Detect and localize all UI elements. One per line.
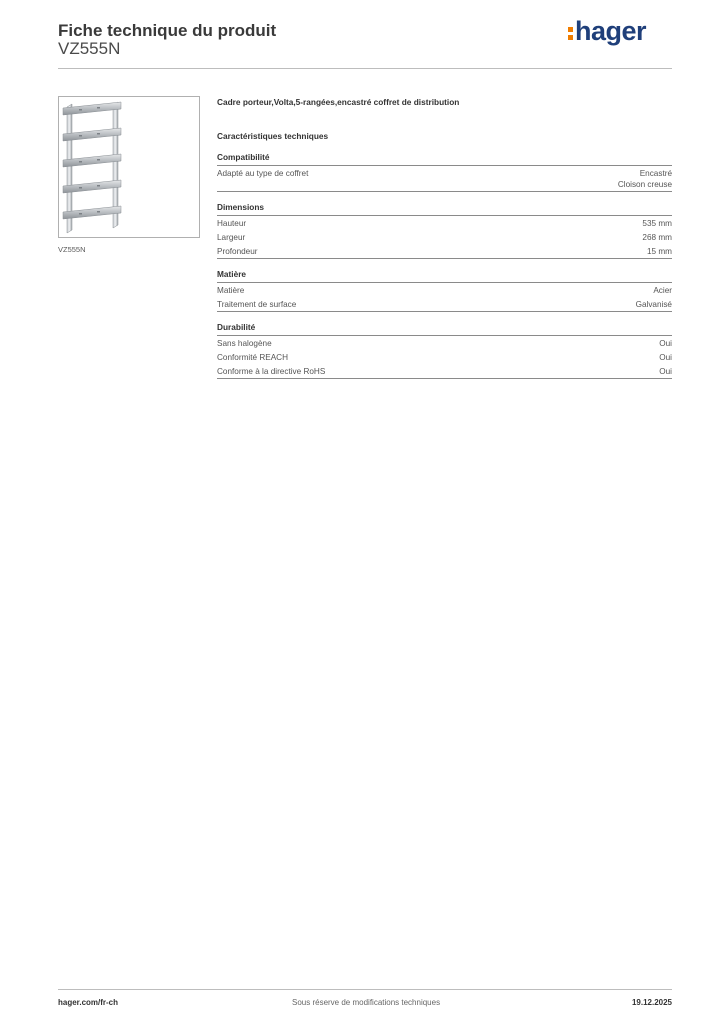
image-caption: VZ555N (58, 245, 86, 254)
logo-dots-icon (568, 24, 573, 42)
spec-row (217, 216, 672, 230)
group-material (217, 269, 672, 312)
footer-divider (58, 989, 672, 990)
spec-label: Largeur (217, 233, 246, 242)
spec-label: Conformité REACH (217, 353, 288, 362)
spec-row (217, 364, 672, 379)
spec-label: Matière (217, 286, 245, 295)
mounting-frame-icon (59, 97, 199, 237)
specs-content (217, 96, 672, 379)
footer-notice: Sous réserve de modifications techniques (292, 998, 441, 1007)
spec-value: Galvanisé (635, 300, 672, 309)
group-title: Dimensions (217, 202, 672, 216)
group-dimensions (217, 202, 672, 259)
group-title: Durabilité (217, 322, 672, 336)
header-divider (58, 68, 672, 69)
spec-row (217, 166, 672, 192)
spec-label: Hauteur (217, 219, 247, 228)
brand-logo-text: hager (575, 16, 647, 46)
section-title: Caractéristiques techniques (217, 131, 329, 141)
spec-label: Traitement de surface (217, 300, 297, 309)
footer-date: 19.12.2025 (631, 998, 672, 1007)
spec-value: Oui (659, 339, 672, 348)
group-compatibility (217, 152, 672, 192)
group-durability (217, 322, 672, 379)
spec-value: Acier (653, 286, 672, 295)
spec-value: Oui (659, 367, 672, 376)
product-image (58, 96, 200, 238)
spec-label: Adapté au type de coffret (217, 169, 309, 178)
brand-logo (568, 16, 646, 47)
spec-row (217, 283, 672, 297)
spec-row (217, 336, 672, 350)
spec-value: 535 mm (642, 219, 672, 228)
product-description: Cadre porteur,Volta,5-rangées,encastré coffret de distribution (217, 97, 460, 107)
spec-value: Encastré Cloison creuse (617, 169, 672, 189)
spec-label: Conforme à la directive RoHS (217, 367, 326, 376)
spec-row (217, 297, 672, 312)
group-title: Compatibilité (217, 152, 672, 166)
group-title: Matière (217, 269, 672, 283)
spec-label: Profondeur (217, 247, 258, 256)
spec-row (217, 350, 672, 364)
footer-website-link[interactable]: hager.com/fr-ch (58, 998, 119, 1007)
spec-row (217, 244, 672, 259)
spec-value: 15 mm (646, 247, 672, 256)
spec-label: Sans halogène (217, 339, 272, 348)
product-reference: VZ555N (58, 39, 121, 58)
spec-value: Oui (659, 353, 672, 362)
page-title: Fiche technique du produit (58, 21, 277, 40)
spec-value: 268 mm (642, 233, 672, 242)
spec-row (217, 230, 672, 244)
